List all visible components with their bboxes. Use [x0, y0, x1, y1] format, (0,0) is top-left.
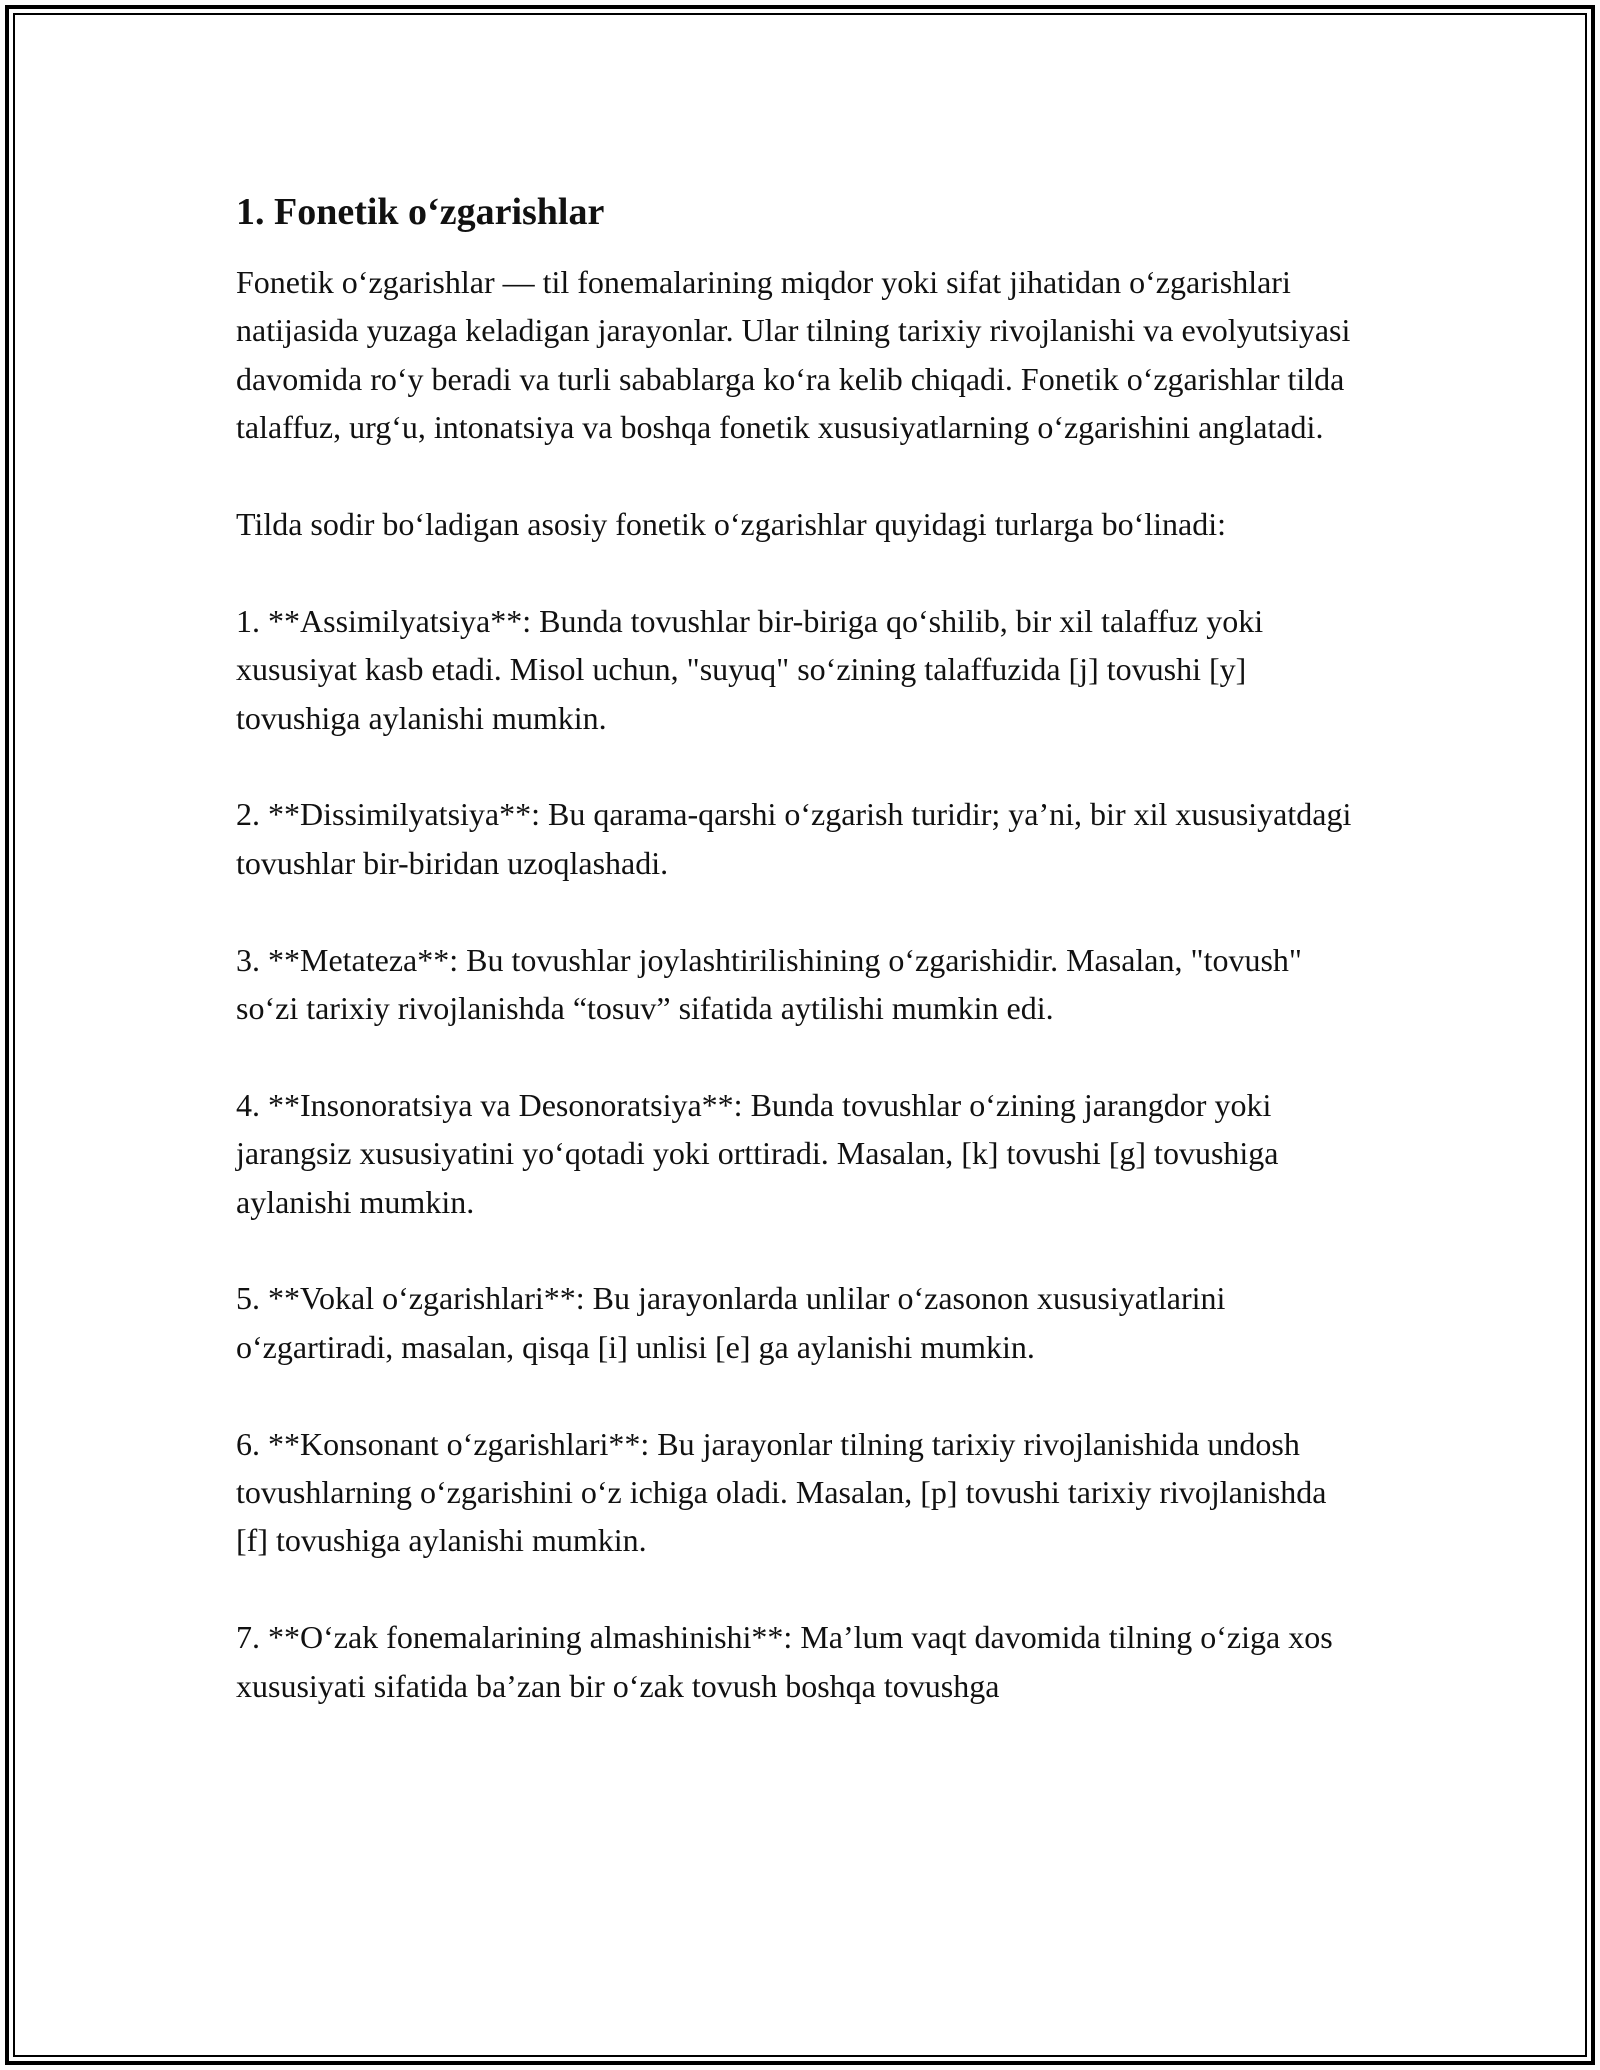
- paragraph-intro: Fonetik o‘zgarishlar — til fonemalarining miqdor yoki sifat jihatidan o‘zgarishlari natijasida yuzaga keladigan jarayonlar. Ular tilning tarixiy rivojlanishi va evolyutsiyasi davomida ro‘y beradi va turli sabablarga ko‘ra kelib chiqadi. Fonetik o‘zgarishlar tilda talaffuz, urg‘u, intonatsiya va boshqa fonetik xususiyatlarning o‘zgarishini anglatadi.: [236, 264, 1351, 446]
- document-body: [236, 188, 1356, 1710]
- list-item-vokal: 5. **Vokal o‘zgarishlari**: Bu jarayonlarda unlilar o‘zasonon xususiyatlarini o‘zgartiradi, masalan, qisqa [i] unlisi [e] ga aylanishi mumkin.: [236, 1280, 1226, 1365]
- list-item-ozak: 7. **O‘zak fonemalarining almashinishi**: Ma’lum vaqt davomida tilning o‘ziga xos xususiyati sifatida ba’zan bir o‘zak tovush boshqa tovushga: [236, 1619, 1333, 1704]
- list-item-assimilyatsiya: 1. **Assimilyatsiya**: Bunda tovushlar bir-biriga qo‘shilib, bir xil talaffuz yoki xususiyat kasb etadi. Misol uchun, "suyuq" so‘zining talaffuzida [j] tovushi [y] tovushiga aylanishi mumkin.: [236, 602, 1264, 736]
- section-heading: 1. Fonetik o‘zgarishlar: [236, 191, 605, 233]
- list-item-metateza: 3. **Metateza**: Bu tovushlar joylashtirilishining o‘zgarishidir. Masalan, "tovush" so‘zi tarixiy rivojlanishda “tosuv” sifatida aytilishi mumkin edi.: [236, 941, 1302, 1027]
- list-item-konsonant: 6. **Konsonant o‘zgarishlari**: Bu jarayonlar tilning tarixiy rivojlanishida undosh tovushlarning o‘zgarishini o‘z ichiga oladi. Masalan, [p] tovushi tarixiy rivojlanishda [f] tovushiga aylanishi mumkin.: [236, 1425, 1327, 1559]
- paragraph-types-lead: Tilda sodir bo‘ladigan asosiy fonetik o‘zgarishlar quyidagi turlarga bo‘linadi:: [236, 506, 1227, 543]
- list-item-dissimilyatsiya: 2. **Dissimilyatsiya**: Bu qarama-qarshi o‘zgarish turidir; ya’ni, bir xil xususiyatdagi tovushlar bir-biridan uzoqlashadi.: [236, 796, 1352, 881]
- list-item-insonoratsiya: 4. **Insonoratsiya va Desonoratsiya**: Bunda tovushlar o‘zining jarangdor yoki jarangsiz xususiyatini yo‘qotadi yoki orttiradi. Masalan, [k] tovushi [g] tovushiga aylanishi mumkin.: [236, 1086, 1279, 1220]
